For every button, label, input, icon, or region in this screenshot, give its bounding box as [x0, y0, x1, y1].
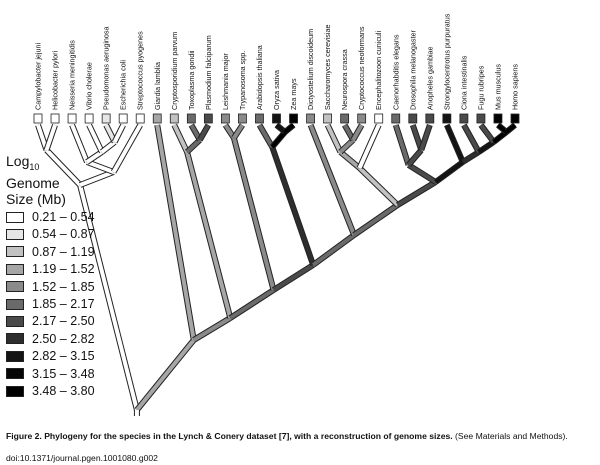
tip-box — [102, 114, 110, 123]
tip-box — [51, 114, 59, 123]
species-label: Cryptosporidium parvum — [169, 31, 179, 110]
branch — [87, 162, 114, 172]
tip-box — [511, 114, 519, 123]
branch — [354, 205, 398, 235]
legend-row — [6, 210, 95, 224]
legend-label: 1.19 – 1.52 — [32, 262, 95, 277]
branch — [277, 125, 286, 132]
legend-swatch — [6, 264, 24, 275]
tip-box — [153, 114, 161, 123]
branch — [340, 140, 353, 152]
species-label: Mus musculus — [493, 64, 503, 110]
legend-label: 0.21 – 0.54 — [32, 210, 95, 224]
legend-swatch — [6, 229, 24, 240]
tip-box — [136, 114, 144, 123]
legend-row — [6, 245, 95, 259]
legend-swatch — [6, 299, 24, 310]
legend-label: 1.85 – 2.17 — [32, 297, 95, 311]
legend-row — [6, 227, 95, 241]
tip-box — [187, 114, 195, 123]
species-label: Caenorhabditis elegans — [391, 34, 401, 110]
tip-box — [238, 114, 246, 123]
branch — [274, 265, 314, 290]
legend-swatch — [6, 351, 24, 362]
tip-box — [290, 114, 298, 123]
tip-box — [358, 114, 366, 123]
legend-row — [6, 384, 95, 398]
branch — [436, 162, 463, 182]
branch — [409, 165, 436, 182]
branch — [498, 125, 507, 132]
species-label: Encephalitozoon cuniculi — [374, 30, 384, 110]
species-label: Ciona intestinalis — [459, 55, 469, 110]
tip-box — [221, 114, 229, 123]
species-label: Plasmodium falciparum — [203, 35, 213, 110]
branch — [396, 125, 409, 165]
species-label: Oryza sativa — [272, 70, 281, 110]
legend-row — [6, 314, 95, 328]
tip-box — [477, 114, 485, 123]
branch — [340, 152, 359, 168]
doi-line: doi:10.1371/journal.pgen.1001080.g002 — [6, 453, 158, 463]
species-label: Escherichia coli — [118, 60, 128, 110]
branch — [409, 150, 422, 165]
tip-box — [34, 114, 42, 123]
legend-label: 3.15 – 3.48 — [32, 366, 95, 381]
legend-label: 0.54 – 0.87 — [32, 227, 95, 242]
legend-label: 2.50 – 2.82 — [32, 331, 95, 346]
legend-swatch — [6, 333, 24, 344]
species-label: Trypanosoma spp. — [237, 50, 247, 110]
legend-label: 0.87 – 1.19 — [32, 244, 95, 259]
legend-title: Log$_{10}$ Genome Size (Mb) — [6, 153, 66, 207]
species-label: Cryptococcus neoformans — [357, 26, 367, 110]
tip-box — [341, 114, 349, 123]
tip-box — [307, 114, 315, 123]
tip-boxes — [34, 114, 519, 123]
branch — [272, 147, 313, 265]
branch — [89, 125, 102, 152]
species-label: Homo sapiens — [510, 64, 520, 110]
species-label: Zea mays — [289, 78, 299, 110]
tip-box — [375, 114, 383, 123]
tip-box — [170, 114, 178, 123]
branch — [464, 125, 479, 152]
branch — [360, 125, 379, 168]
tip-box — [494, 114, 502, 123]
tip-box — [273, 114, 281, 123]
species-label: Pseudomonas aeruginosa — [101, 26, 111, 110]
species-label: Drosophila melanogaster — [408, 30, 418, 110]
tip-box — [85, 114, 93, 123]
legend-row — [6, 280, 95, 294]
legend-swatch — [6, 212, 24, 223]
tip-box — [255, 114, 263, 123]
species-label: Strongylocentrotus purpuratus — [442, 13, 452, 110]
legend-label: 1.52 – 1.85 — [32, 279, 95, 294]
legend-label: 3.48 – 3.80 — [32, 384, 95, 398]
species-label: Leishmania major — [220, 53, 230, 110]
species-label: Arabidopsis thaliana — [254, 45, 264, 110]
branch — [230, 290, 273, 318]
tip-box — [460, 114, 468, 123]
species-label: Saccharomyces cerevisiae — [323, 24, 333, 110]
species-label: Toxoplasma gondii — [186, 50, 196, 110]
legend-label: 2.17 – 2.50 — [32, 314, 95, 329]
species-label: Dictyostelium discoideum — [306, 28, 316, 110]
legend-row — [6, 367, 95, 381]
legend-row — [6, 332, 95, 346]
tip-box — [204, 114, 212, 123]
branch — [360, 168, 398, 205]
tip-box — [443, 114, 451, 123]
branch — [328, 125, 341, 152]
species-label: Campylobacter jejuni — [33, 42, 43, 110]
branch — [194, 318, 231, 340]
legend-swatch — [6, 316, 24, 327]
branch — [137, 340, 194, 410]
species-labels — [34, 13, 520, 110]
tip-box — [68, 114, 76, 123]
legend-swatch — [6, 281, 24, 292]
branch — [506, 125, 515, 132]
species-label: Streptococcus pyogenes — [135, 31, 145, 110]
legend-swatch — [6, 386, 24, 397]
legend-row — [6, 262, 95, 276]
species-label: Helicobacter pylori — [50, 50, 60, 110]
branch — [259, 125, 272, 147]
branch — [72, 125, 87, 162]
species-label: Neurospora crassa — [340, 49, 350, 110]
branch — [234, 138, 274, 290]
tip-box — [409, 114, 417, 123]
legend-swatch — [6, 368, 24, 379]
branch — [80, 172, 114, 185]
legend-row — [6, 349, 95, 363]
legend-label: 2.82 – 3.15 — [32, 349, 95, 364]
figure-caption: Figure 2. Phylogeny for the species in the Lynch & Conery dataset [7], with a reconstruction of genome sizes. (See Materials and Methods). — [6, 431, 568, 441]
species-label: Fugu rubripes — [476, 65, 486, 110]
species-label: Giardia lamblia — [152, 62, 162, 110]
species-label: Vibrio cholerae — [84, 62, 94, 110]
tip-box — [119, 114, 127, 123]
tip-box — [324, 114, 332, 123]
branch — [398, 182, 436, 205]
branch — [285, 125, 294, 132]
branch — [187, 152, 230, 318]
branch — [481, 125, 494, 142]
branch — [313, 235, 354, 265]
branch — [174, 125, 187, 152]
tip-box — [392, 114, 400, 123]
species-label: Neisseria meningitidis — [67, 40, 77, 110]
legend-row — [6, 297, 95, 311]
tree-branches — [38, 125, 515, 416]
branch — [447, 125, 463, 162]
legend-swatch — [6, 246, 24, 257]
branch — [187, 140, 200, 152]
species-label: Anopheles gambiae — [425, 46, 435, 110]
tip-box — [426, 114, 434, 123]
